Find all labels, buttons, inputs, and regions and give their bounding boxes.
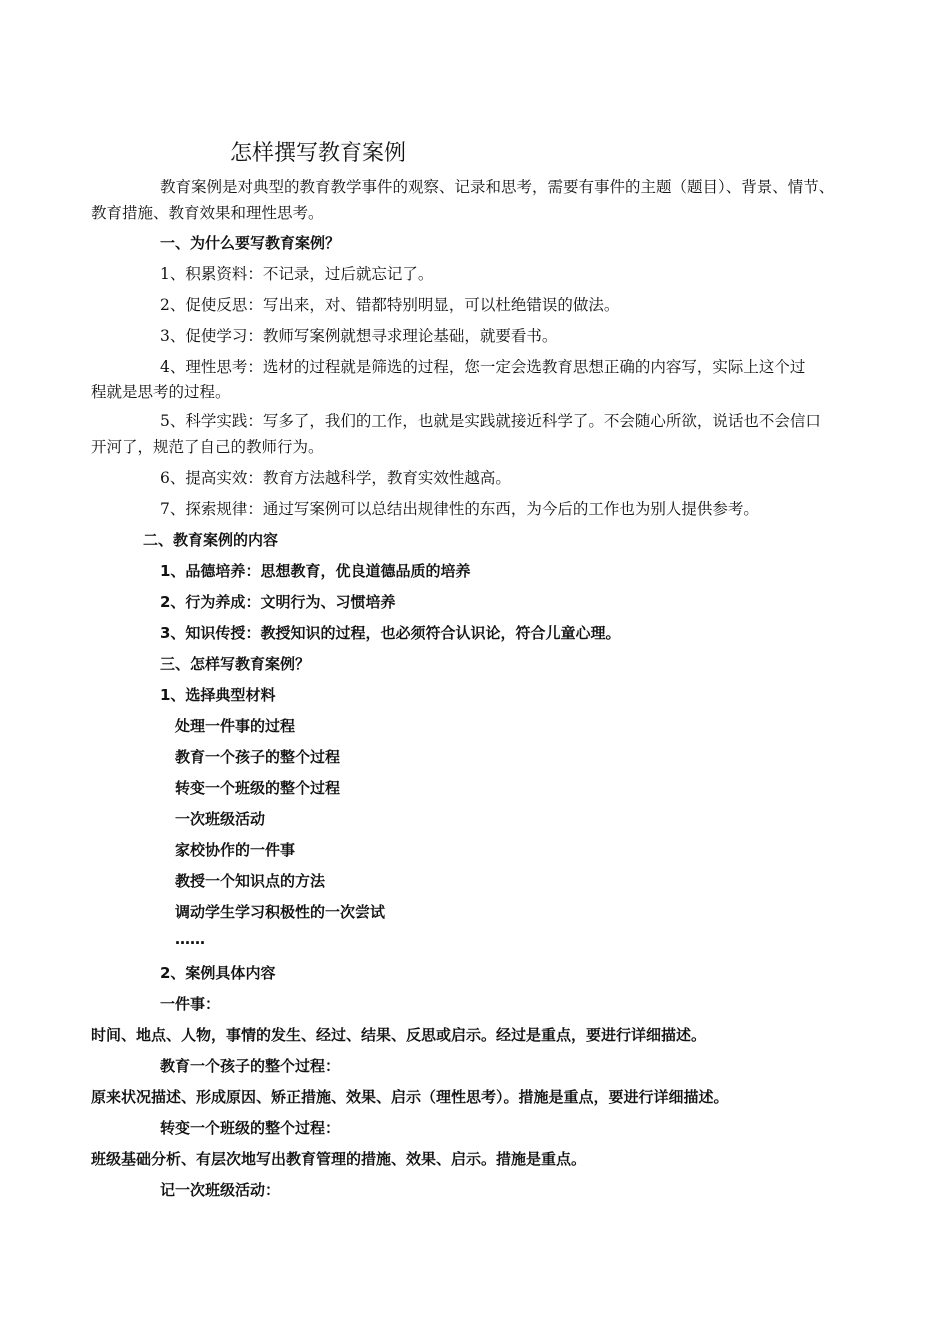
- case-type-label: 转变一个班级的整个过程：: [160, 1119, 341, 1137]
- section3-subheading: 1、选择典型材料: [160, 686, 276, 704]
- material-item: 一次班级活动: [175, 810, 266, 828]
- section1-item: 1、积累资料：不记录，过后就忘记了。: [160, 265, 434, 283]
- section2-heading: 二、教育案例的内容: [143, 531, 279, 549]
- case-type-label: 教育一个孩子的整个过程：: [160, 1057, 341, 1075]
- section2-item: 3、知识传授：教授知识的过程，也必须符合认识论，符合儿童心理。: [160, 624, 621, 642]
- section1-item: 5、科学实践：写多了，我们的工作，也就是实践就接近科学了。不会随心所欲，说话也不会信口: [160, 412, 821, 430]
- case-type-label: 一件事：: [160, 995, 221, 1013]
- material-item: 转变一个班级的整个过程: [175, 779, 341, 797]
- material-item: 调动学生学习积极性的一次尝试: [175, 903, 386, 921]
- document-title: 怎样撰写教育案例: [230, 141, 407, 166]
- case-type-description: 原来状况描述、形成原因、矫正措施、效果、启示（理性思考）。措施是重点，要进行详细描述。: [91, 1088, 729, 1106]
- section2-item: 1、品德培养：思想教育，优良道德品质的培养: [160, 562, 471, 580]
- material-item: 家校协作的一件事: [175, 841, 296, 859]
- material-item: 教育一个孩子的整个过程: [175, 748, 341, 766]
- section3-heading: 三、怎样写教育案例？: [160, 655, 311, 673]
- section1-item: 7、探索规律：通过写案例可以总结出规律性的东西，为今后的工作也为别人提供参考。: [160, 500, 759, 518]
- section3-subheading: 2、案例具体内容: [160, 964, 276, 982]
- case-type-description: 班级基础分析、有层次地写出教育管理的措施、效果、启示。措施是重点。: [91, 1150, 587, 1168]
- section1-item: 2、促使反思：写出来，对、错都特别明显，可以杜绝错误的做法。: [160, 296, 620, 314]
- section1-item-continued: 开河了，规范了自己的教师行为。: [91, 438, 324, 456]
- material-item: 处理一件事的过程: [175, 717, 296, 735]
- section1-heading: 一、为什么要写教育案例？: [160, 234, 341, 252]
- intro-line-1: 教育案例是对典型的教育教学事件的观察、记录和思考，需要有事件的主题（题目）、背景、情节、: [160, 178, 835, 196]
- section1-item-continued: 程就是思考的过程。: [91, 383, 231, 401]
- material-item: 教授一个知识点的方法: [175, 872, 326, 890]
- case-type-description: 时间、地点、人物，事情的发生、经过、结果、反思或启示。经过是重点，要进行详细描述。: [91, 1026, 707, 1044]
- section2-item: 2、行为养成：文明行为、习惯培养: [160, 593, 396, 611]
- section1-item: 4、理性思考：选材的过程就是筛选的过程，您一定会选教育思想正确的内容写，实际上这个过: [160, 358, 806, 376]
- case-type-label: 记一次班级活动：: [160, 1181, 281, 1199]
- section1-item: 6、提高实效：教育方法越科学，教育实效性越高。: [160, 469, 511, 487]
- section1-item: 3、促使学习：教师写案例就想寻求理论基础，就要看书。: [160, 327, 558, 345]
- intro-line-2: 教育措施、教育效果和理性思考。: [91, 204, 324, 222]
- material-ellipsis: ……: [175, 930, 205, 948]
